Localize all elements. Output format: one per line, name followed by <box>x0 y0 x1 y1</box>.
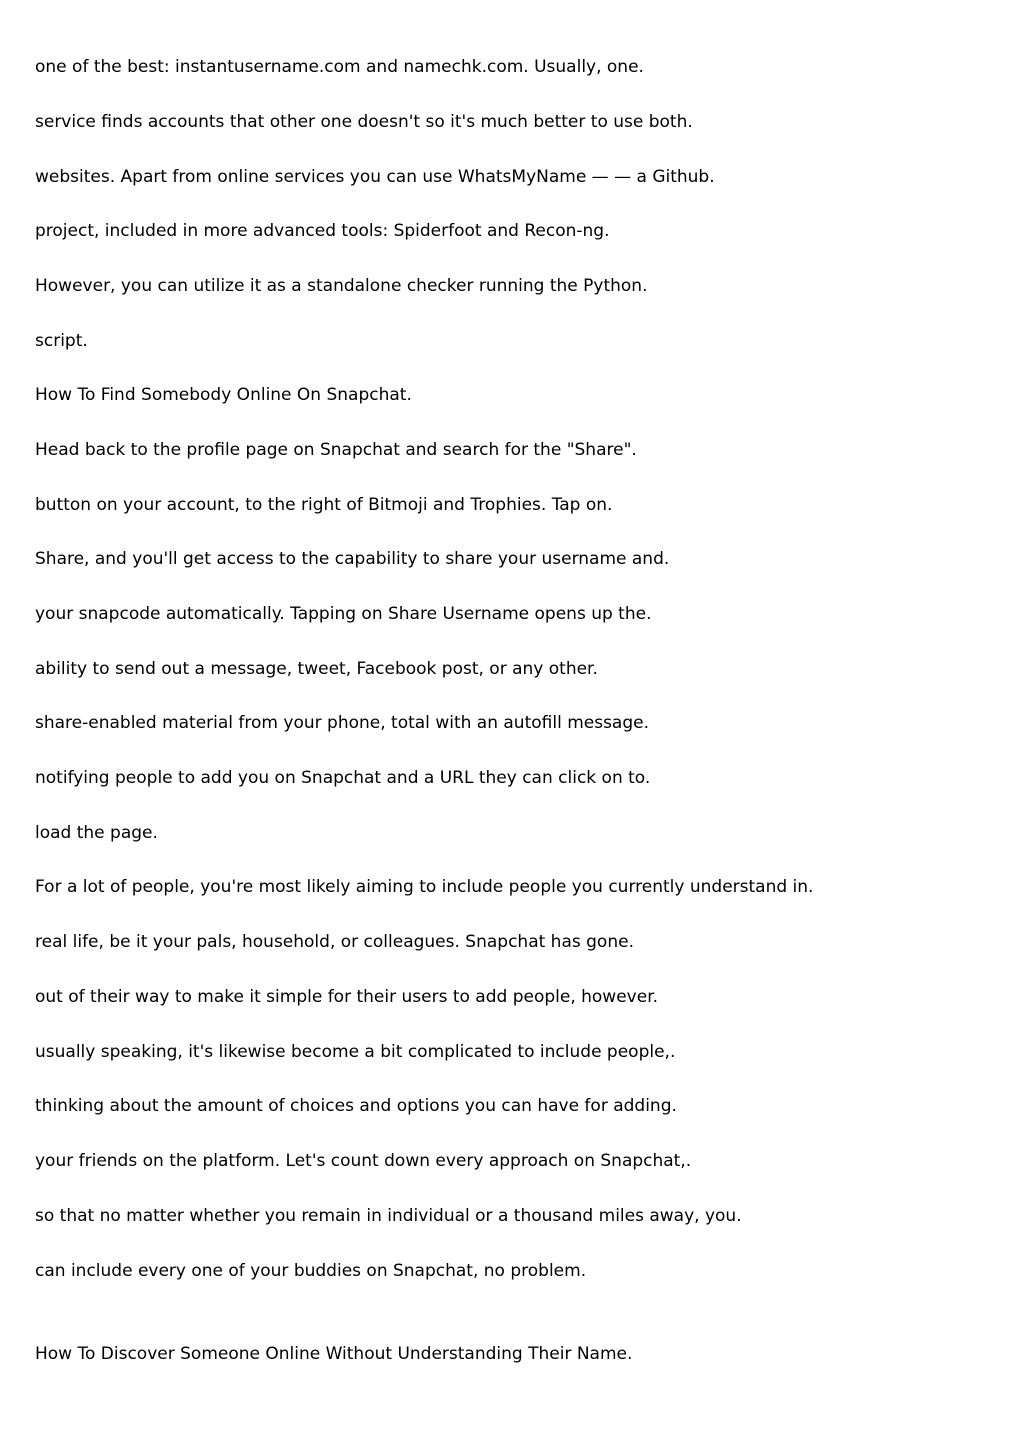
text-line: one of the best: instantusername.com and namechk.com. Usually, one. <box>35 57 644 77</box>
text-line: script. <box>35 331 88 351</box>
text-line: your friends on the platform. Let's count down every approach on Snapchat,. <box>35 1151 692 1171</box>
text-line: load the page. <box>35 823 158 843</box>
text-line: However, you can utilize it as a standalone checker running the Python. <box>35 276 648 296</box>
text-line: Head back to the profile page on Snapchat and search for the "Share". <box>35 440 637 460</box>
text-line: websites. Apart from online services you can use WhatsMyName — — a Github. <box>35 167 715 187</box>
section-heading: How To Discover Someone Online Without Understanding Their Name. <box>35 1344 633 1364</box>
text-line: so that no matter whether you remain in individual or a thousand miles away, you. <box>35 1206 742 1226</box>
text-line: can include every one of your buddies on Snapchat, no problem. <box>35 1261 587 1281</box>
text-line: ability to send out a message, tweet, Facebook post, or any other. <box>35 659 598 679</box>
text-line: out of their way to make it simple for their users to add people, however. <box>35 987 659 1007</box>
text-line: For a lot of people, you're most likely aiming to include people you currently understand in. <box>35 877 814 897</box>
text-line: real life, be it your pals, household, or colleagues. Snapchat has gone. <box>35 932 634 952</box>
text-line: your snapcode automatically. Tapping on Share Username opens up the. <box>35 604 652 624</box>
text-line: Share, and you'll get access to the capability to share your username and. <box>35 549 670 569</box>
text-line: project, included in more advanced tools: Spiderfoot and Recon-ng. <box>35 221 610 241</box>
text-line: button on your account, to the right of Bitmoji and Trophies. Tap on. <box>35 495 613 515</box>
text-line: notifying people to add you on Snapchat and a URL they can click on to. <box>35 768 651 788</box>
text-line: service finds accounts that other one doesn't so it's much better to use both. <box>35 112 693 132</box>
section-heading: How To Find Somebody Online On Snapchat. <box>35 385 412 405</box>
text-line: thinking about the amount of choices and options you can have for adding. <box>35 1096 677 1116</box>
text-line: usually speaking, it's likewise become a bit complicated to include people,. <box>35 1042 676 1062</box>
text-line: share-enabled material from your phone, total with an autofill message. <box>35 713 650 733</box>
